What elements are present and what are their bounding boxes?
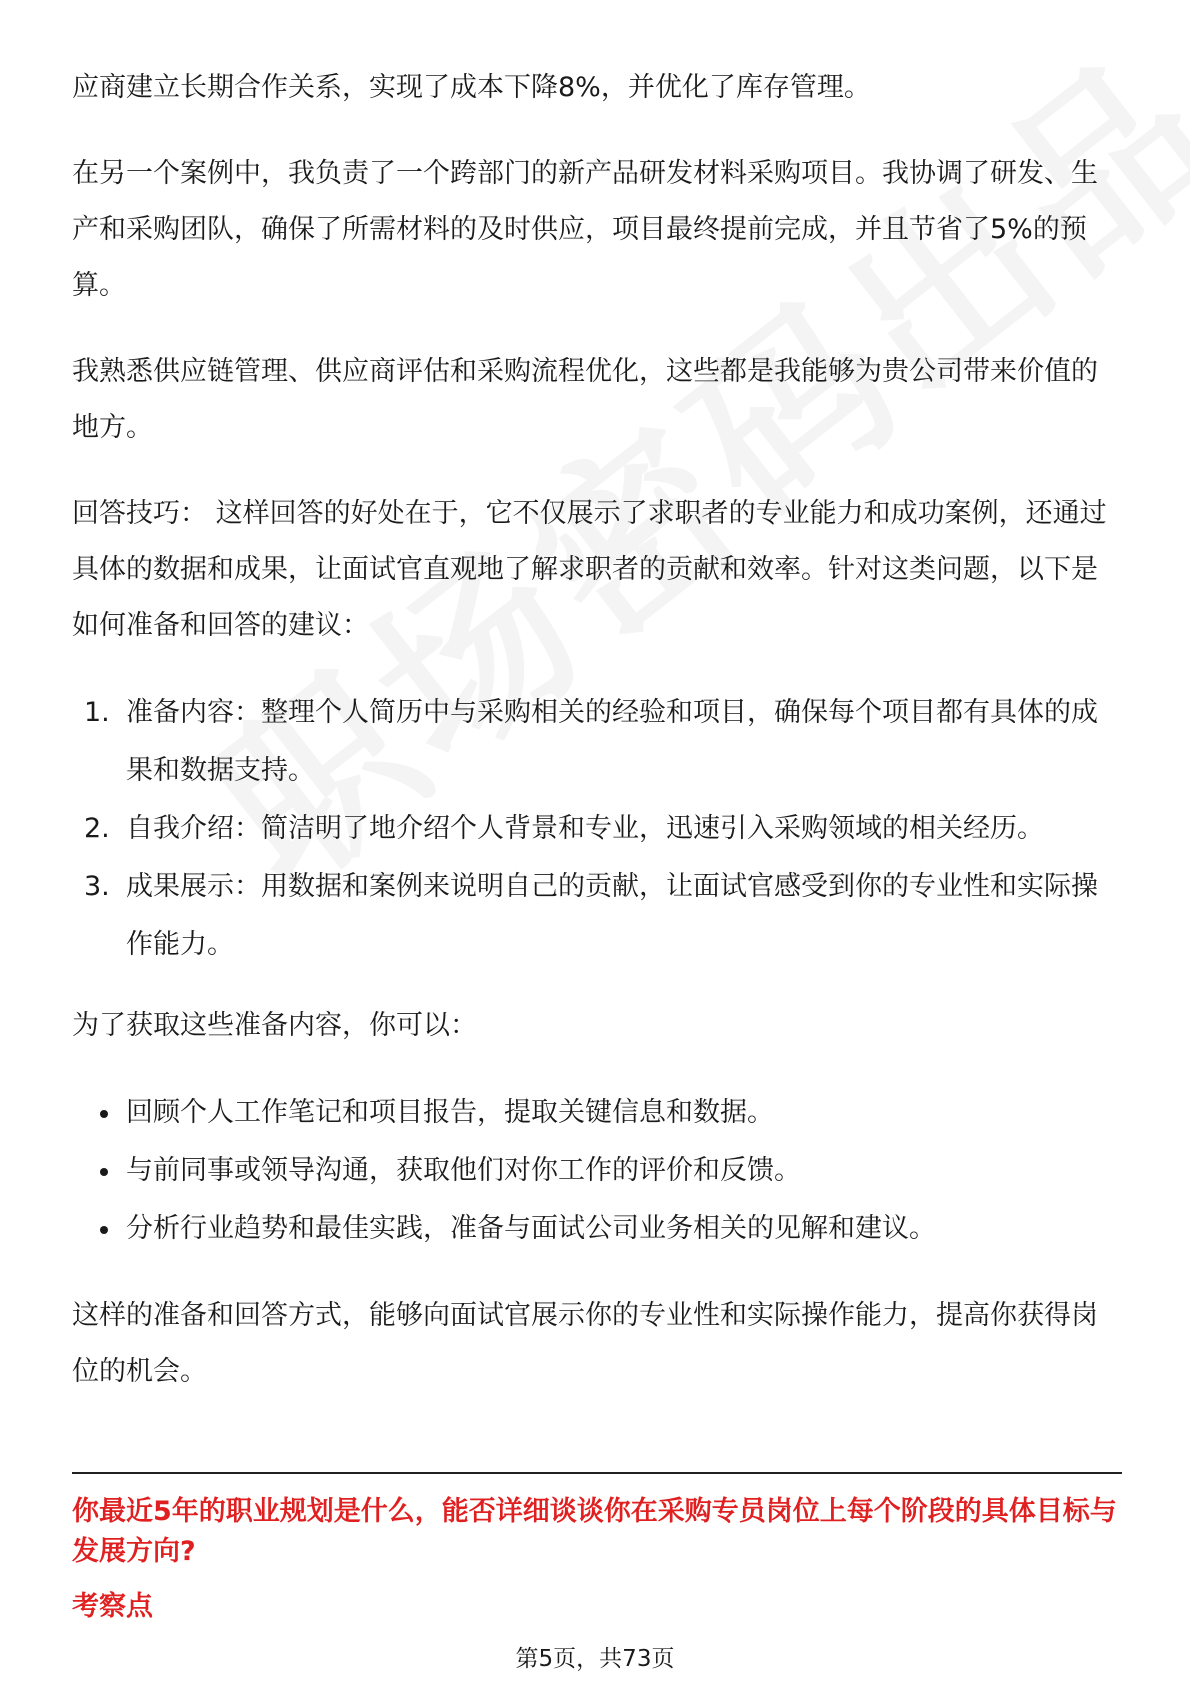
bullet-icon (100, 1110, 108, 1118)
list-number: 1. (84, 697, 110, 728)
list-item (72, 858, 1122, 974)
intro-text: 为了获取这些准备内容，你可以： (72, 1010, 477, 1041)
numbered-list (72, 684, 1122, 974)
list-item-text: 成果展示：用数据和案例来说明自己的贡献，让面试官感受到你的专业性和实际操作能力。 (126, 871, 1098, 960)
list-item (72, 684, 1122, 800)
list-item (72, 1084, 1122, 1142)
bullet-list (72, 1084, 1122, 1258)
paragraph-answer-tips: 回答技巧： 这样回答的好处在于，它不仅展示了求职者的专业能力和成功案例，还通过具体的数据和成果，让面试官直观地了解求职者的贡献和效率。针对这类问题，以下是如何准备和回答的建议： (72, 498, 1107, 641)
list-item (72, 1200, 1122, 1258)
list-item-text: 与前同事或领导沟通，获取他们对你工作的评价和反馈。 (126, 1155, 801, 1186)
list-item-text: 回顾个人工作笔记和项目报告，提取关键信息和数据。 (126, 1097, 774, 1128)
page-footer: 第5页，共73页 (515, 1646, 675, 1672)
bullet-icon (100, 1226, 108, 1234)
paragraph: 在另一个案例中，我负责了一个跨部门的新产品研发材料采购项目。我协调了研发、生产和采购团队，确保了所需材料的及时供应，项目最终提前完成，并且节省了5%的预算。 (72, 158, 1098, 301)
closing-text: 这样的准备和回答方式，能够向面试官展示你的专业性和实际操作能力，提高你获得岗位的机会。 (72, 1300, 1098, 1387)
paragraph: 我熟悉供应链管理、供应商评估和采购流程优化，这些都是我能够为贵公司带来价值的地方。 (72, 356, 1098, 443)
list-item-text: 分析行业趋势和最佳实践，准备与面试公司业务相关的见解和建议。 (126, 1213, 936, 1244)
document-body (72, 60, 1122, 1430)
list-number: 3. (84, 871, 110, 902)
next-question-heading: 你最近5年的职业规划是什么，能否详细谈谈你在采购专员岗位上每个阶段的具体目标与发展方向? (72, 1496, 1117, 1567)
section-label: 考察点 (72, 1591, 153, 1622)
list-item-text: 准备内容：整理个人简历中与采购相关的经验和项目，确保每个项目都有具体的成果和数据支持。 (126, 697, 1098, 786)
list-item (72, 800, 1122, 858)
list-number: 2. (84, 813, 110, 844)
bullet-icon (100, 1168, 108, 1176)
list-item (72, 1142, 1122, 1200)
section-divider (72, 1472, 1122, 1474)
list-item-text: 自我介绍：简洁明了地介绍个人背景和专业，迅速引入采购领域的相关经历。 (126, 813, 1044, 844)
paragraph: 应商建立长期合作关系，实现了成本下降8%，并优化了库存管理。 (72, 72, 871, 103)
